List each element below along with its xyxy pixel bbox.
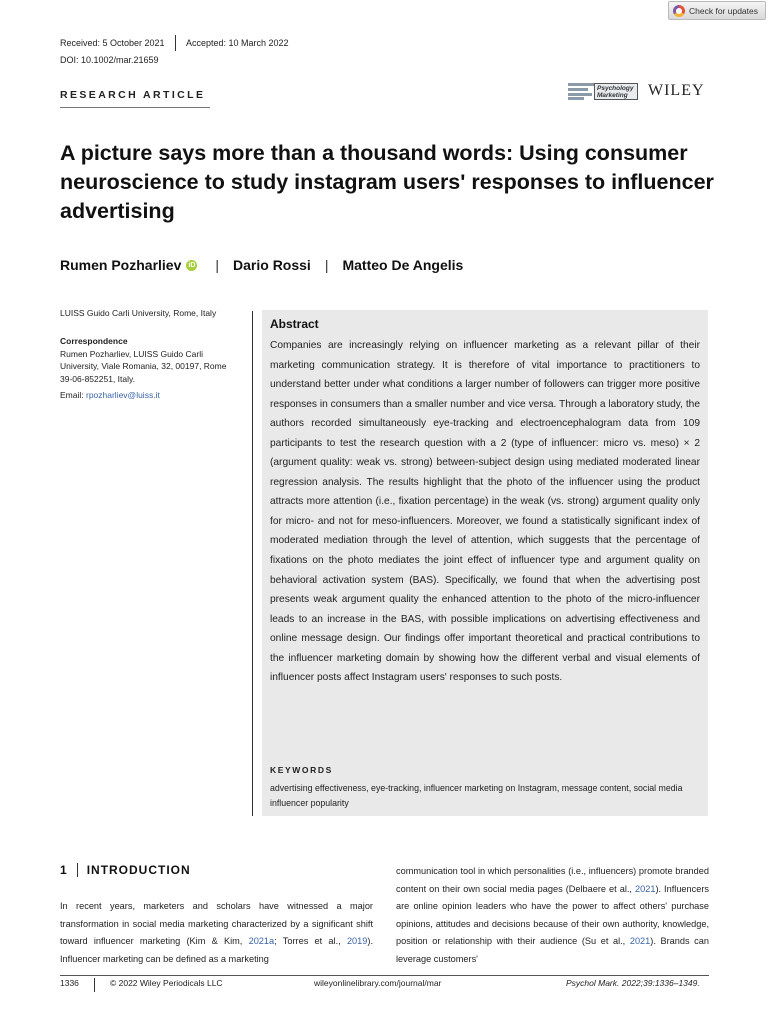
intro-right-column [396,863,709,968]
author-separator: | [324,257,329,273]
paragraph-text: communication tool in which personalities (i.e., influencers) promote branded content on their own social media pages (Delbaere et al., [396,866,709,894]
doi[interactable]: DOI: 10.1002/mar.21659 [60,55,159,65]
paragraph-text: ). Influencers are online opinion leaders who have the power to affect others' purchase opinions, attitudes and decisions because of their own authority, knowledge, position or relationship with their audience (Su et al., [396,883,709,946]
author-name[interactable]: Matteo De Angelis [342,257,464,273]
article-type: RESEARCH ARTICLE [60,89,206,101]
author-list [60,257,463,273]
check-for-updates-button[interactable] [668,1,766,20]
author-name[interactable]: Rumen Pozharliev [60,257,182,273]
correspondence-heading: Correspondence [60,336,128,346]
correspondence-text: Rumen Pozharliev, LUISS Guido Carli University, Viale Romania, 32, 00197, Rome 39-06-852251, Italy. [60,349,227,384]
publisher-logo: WILEY [648,82,705,99]
journal-logo[interactable] [568,82,705,100]
citation-link[interactable]: 2021 [634,883,656,894]
copyright: © 2022 Wiley Periodicals LLC [110,978,223,988]
correspondence-email [60,390,160,400]
article-type-rule [60,107,210,108]
journal-url[interactable]: wileyonlinelibrary.com/journal/mar [314,978,442,988]
paragraph-text: ). Influencer marketing can be defined as a marketing [60,936,374,964]
page-number: 1336 [60,978,79,988]
received-date: Received: 5 October 2021 [60,38,165,48]
keywords-text: advertising effectiveness, eye-tracking, influencer marketing on Instagram, message content, social media influencer popularity [270,783,683,808]
keywords-heading: KEYWORDS [270,765,333,775]
abstract-heading: Abstract [270,317,319,331]
email-link[interactable]: rpozharliev@luiss.it [85,390,160,400]
footer-divider [94,978,95,992]
footer-rule [60,975,709,976]
citation-link[interactable]: 2019 [346,936,368,946]
section-heading-divider [77,863,78,877]
orcid-icon[interactable]: iD [188,261,196,269]
paragraph-text: ). Brands can leverage customers' [396,936,709,964]
section-heading [60,863,191,877]
citation-link[interactable]: 2021a [248,936,275,946]
journal-logo-text: Psychology Marketing [594,83,638,100]
intro-left-column [60,898,373,968]
author-name[interactable]: Dario Rossi [233,257,311,273]
crossmark-icon [673,5,685,17]
citation: Psychol Mark. 2022;39:1336–1349. [566,978,700,988]
paragraph-text: ; Torres et al., [274,936,347,946]
abstract-text: Companies are increasingly relying on influencer marketing as a relevant pillar of their marketing communication strategy. It is therefore of vital importance to practitioners to understand better under what conditions a larger number of followers can trigger more positive responses in consumers than a smaller number and vice versa. Through a laboratory study, the authors recorded simultaneously eye-tracking and electroencephalogram data from 109 participants to test the research question with a 2 (type of influencer: micro vs. meso) × 2 (argument quality: weak vs. strong) between-subject design using mediated moderated linear regression analysis. The results highlight that the photo of the influencer using the product attracts more attention (i.e., fixation percentage) in the weak (vs. strong) argument quality only for micro- and not for meso-influencers. Moreover, we found a statistically significant index of moderated mediation through the level of attention, which suggests that the percentage of fixations on the photo mediates the joint effect of influencer type and argument quality on behavioral activation system (BAS). Specifically, we found that when the advertising post presents weak argument quality the enhanced attention to the photo of the micro-influencer leads to an increase in the BAS, with possible implications on advertising effectiveness and online message design. Our findings offer important theoretical and practical contributions to the influencer marketing domain by showing how the different verbal and visual elements of influencer posts affect Instagram users' responses to such posts. [270,340,700,684]
article-title: A picture says more than a thousand words: Using consumer neuroscience to study instagram users' responses to influencer advertising [60,141,714,223]
section-title: INTRODUCTION [86,863,191,877]
paragraph-text: In recent years, marketers and scholars have witnessed a major transformation in social media marketing characterized by a significant shift toward influencer marketing (Kim & Kim, [60,901,373,946]
section-number: 1 [60,863,68,877]
author-separator: | [215,257,220,273]
sidebar-divider [252,311,253,816]
email-label: Email: [60,390,86,400]
check-for-updates-label: Check for updates [689,5,758,16]
affiliation: LUISS Guido Carli University, Rome, Italy [60,308,217,318]
meta-divider [175,35,176,51]
accepted-date: Accepted: 10 March 2022 [186,38,289,48]
journal-logo-bars-icon [568,82,594,100]
citation-link[interactable]: 2021 [629,936,651,946]
